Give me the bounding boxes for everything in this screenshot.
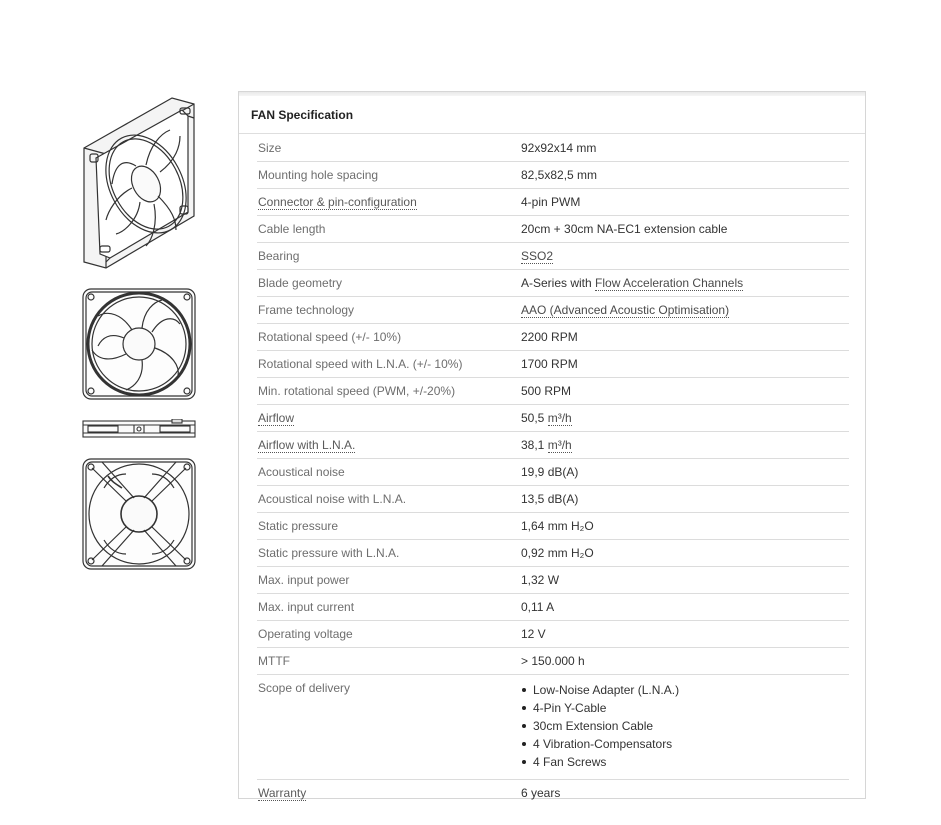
table-row [257, 513, 849, 540]
list-item: 4 Vibration-Compensators [533, 735, 849, 753]
spec-label: Max. input power [257, 567, 521, 594]
list-item: Low-Noise Adapter (L.N.A.) [533, 681, 849, 699]
airflow-lna-link[interactable]: Airflow with L.N.A. [258, 438, 356, 452]
list-item: 4 Fan Screws [533, 753, 849, 771]
table-row [257, 243, 849, 270]
aao-frame-link[interactable]: AAO (Advanced Acoustic Optimisation) [521, 303, 730, 317]
spec-label-cell [257, 432, 521, 459]
list-item: 30cm Extension Cable [533, 717, 849, 735]
spec-value: 1,64 mm H₂O [521, 513, 849, 540]
airflow-value: 50,5 [521, 411, 548, 425]
spec-value: > 150.000 h [521, 648, 849, 675]
spec-label: Static pressure [257, 513, 521, 540]
table-row [257, 621, 849, 648]
spec-label-cell [257, 405, 521, 432]
table-row [257, 675, 849, 780]
spec-value-cell [521, 270, 849, 297]
spec-label: Max. input current [257, 594, 521, 621]
connector-pin-config-link[interactable]: Connector & pin-configuration [258, 195, 417, 209]
spec-value: 12 V [521, 621, 849, 648]
table-row [257, 162, 849, 189]
airflow-link[interactable]: Airflow [258, 411, 295, 425]
spec-label: Operating voltage [257, 621, 521, 648]
spec-value: 1,32 W [521, 567, 849, 594]
spec-label: Blade geometry [257, 270, 521, 297]
spec-value-cell [521, 243, 849, 270]
spec-label: Scope of delivery [257, 675, 521, 780]
spec-value: 6 years [521, 786, 561, 800]
airflow-lna-unit-link[interactable]: m³/h [547, 438, 572, 452]
spec-value-cell [521, 297, 849, 324]
fan-front-drawing [82, 288, 196, 400]
spec-title: FAN Specification [239, 96, 865, 134]
table-row [257, 378, 849, 405]
spec-label: Frame technology [257, 297, 521, 324]
warranty-link[interactable]: Warranty [258, 786, 307, 800]
spec-value-cell [521, 675, 849, 780]
table-row [257, 135, 849, 162]
spec-value: 0,92 mm H₂O [521, 540, 849, 567]
spec-label: Acoustical noise [257, 459, 521, 486]
spec-value: 19,9 dB(A) [521, 459, 849, 486]
fan-side-drawing [82, 419, 196, 439]
airflow-unit-link[interactable]: m³/h [547, 411, 572, 425]
spec-label: Bearing [257, 243, 521, 270]
spec-label: Rotational speed (+/- 10%) [257, 324, 521, 351]
spec-value: 500 RPM [521, 378, 849, 405]
spec-label: Size [257, 135, 521, 162]
flow-acceleration-channels-link[interactable]: Flow Acceleration Channels [595, 276, 744, 290]
spec-value: 20cm + 30cm NA-EC1 extension cable [521, 216, 849, 243]
fan-rear-drawing [82, 458, 196, 570]
spec-value: 13,5 dB(A) [521, 486, 849, 513]
spec-value-cell [521, 432, 849, 459]
delivery-list [521, 681, 849, 771]
spec-label: Min. rotational speed (PWM, +/-20%) [257, 378, 521, 405]
table-row [257, 594, 849, 621]
table-row [257, 459, 849, 486]
table-row [257, 405, 849, 432]
table-row [257, 216, 849, 243]
airflow-lna-value: 38,1 [521, 438, 548, 452]
table-row [257, 648, 849, 675]
spec-value: 2200 RPM [521, 324, 849, 351]
spec-label: Rotational speed with L.N.A. (+/- 10%) [257, 351, 521, 378]
table-row [257, 297, 849, 324]
spec-label-cell [257, 189, 521, 216]
list-item: 4-Pin Y-Cable [533, 699, 849, 717]
table-row [257, 486, 849, 513]
table-row [257, 324, 849, 351]
spec-table [257, 135, 849, 806]
spec-label: Cable length [257, 216, 521, 243]
fan-isometric-drawing [80, 96, 198, 271]
table-row [257, 567, 849, 594]
spec-label: MTTF [257, 648, 521, 675]
spec-value: 92x92x14 mm [521, 135, 849, 162]
table-row [257, 351, 849, 378]
spec-value: 1700 RPM [521, 351, 849, 378]
spec-label: Static pressure with L.N.A. [257, 540, 521, 567]
table-row [257, 189, 849, 216]
table-row [257, 432, 849, 459]
spec-label: Mounting hole spacing [257, 162, 521, 189]
blade-geometry-text: A-Series with [521, 276, 596, 290]
table-row [257, 540, 849, 567]
spec-panel [238, 91, 866, 799]
table-row [257, 780, 849, 807]
spec-value-cell [521, 405, 849, 432]
spec-value: 0,11 A [521, 594, 849, 621]
spec-label-cell [257, 780, 521, 807]
bearing-sso2-link[interactable]: SSO2 [521, 249, 554, 263]
spec-value: 4-pin PWM [521, 189, 849, 216]
spec-label: Acoustical noise with L.N.A. [257, 486, 521, 513]
spec-value: 82,5x82,5 mm [521, 162, 849, 189]
table-row [257, 270, 849, 297]
